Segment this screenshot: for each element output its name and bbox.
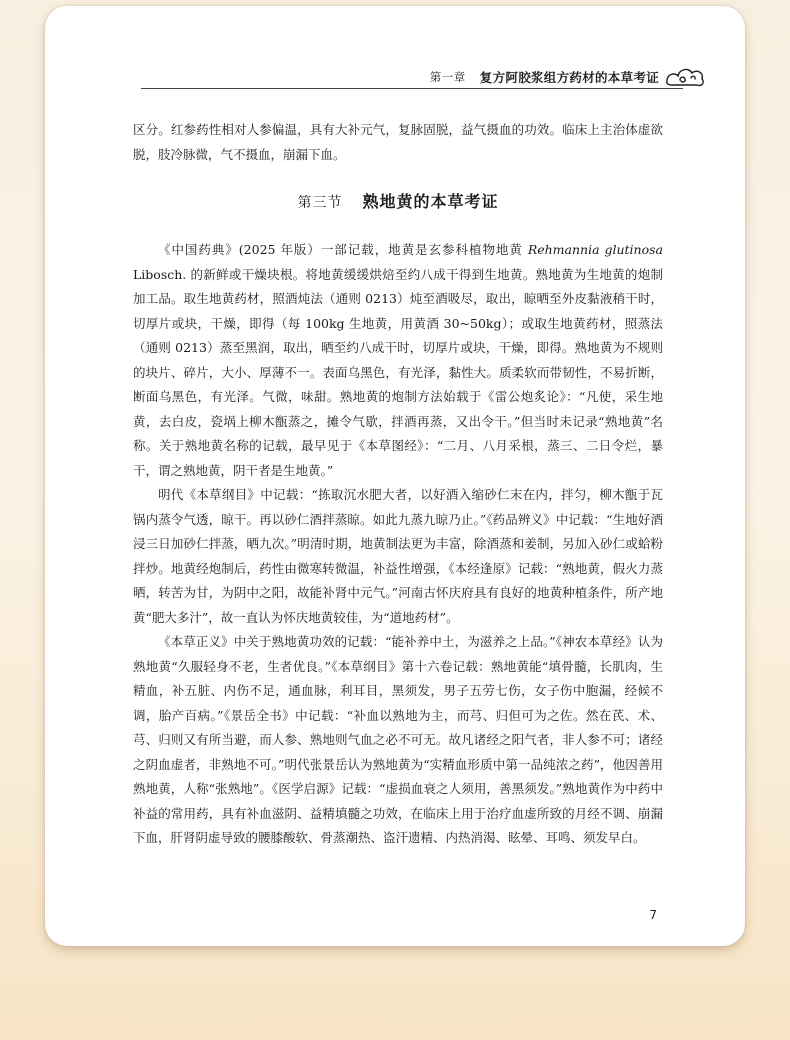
- paragraph-ming-dynasty: 明代《本草纲目》中记载：“拣取沉水肥大者，以好酒入缩砂仁末在内，拌匀，柳木甑于瓦锅内蒸令气透，晾干。再以砂仁酒拌蒸晾。如此九蒸九晾乃止。”《药品辨义》中记载：“生地好酒浸三日加砂仁拌蒸，晒九次。”明清时期，地黄制法更为丰富，除酒蒸和姜制，另加入砂仁或蛤粉拌炒。地黄经炮制后，药性由微寒转微温，补益性增强，《本经逢原》记载：“熟地黄，假火力蒸晒，转苦为甘，为阴中之阳，故能补肾中元气。”河南古怀庆府具有良好的地黄种植条件，所产地黄“肥大多汁”，故一直认为怀庆地黄较佳，为“道地药材”。: [133, 487, 663, 625]
- latin-species-name: Rehmannia glutinosa: [527, 242, 663, 257]
- book-title: 复方阿胶浆组方药材的本草考证: [479, 70, 659, 85]
- page-number: 7: [649, 908, 657, 922]
- running-head: [430, 64, 707, 90]
- cloud-swirl-icon: [663, 64, 707, 90]
- page-body: [133, 118, 663, 851]
- header-rule: [141, 88, 683, 89]
- paragraph-pharmacopoeia: [133, 238, 663, 483]
- paragraph-continued: 区分。红参药性相对人参偏温，具有大补元气，复脉固脱，益气摄血的功效。临床上主治体虚欲脱，肢冷脉微，气不摄血，崩漏下血。: [133, 122, 663, 162]
- paragraph-efficacy: 《本草正义》中关于熟地黄功效的记载：“能补养中土，为滋养之上品。”《神农本草经》认为熟地黄“久服轻身不老，生者优良。”《本草纲目》第十六卷记载：熟地黄能“填骨髓，长肌肉，生精血，补五脏、内伤不足，通血脉，利耳目，黑须发，男子五劳七伤，女子伤中胞漏，经候不调，胎产百病。”《景岳全书》中记载：“补血以熟地为主，而芎、归但可为之佐。然在芪、术、芎、归则又有所当避，而人参、熟地则气血之必不可无。故凡诸经之阳气者，非人参不可；诸经之阴血虚者，非熟地不可。”明代张景岳认为熟地黄为“实精血形质中第一品纯浓之药”，他因善用熟地黄，人称“张熟地”。《医学启源》记载：“虚损血衰之人须用，善黑须发。”熟地黄作为中药中补益的常用药，具有补血滋阴、益精填髓之功效，在临床上用于治疗血虚所致的月经不调、崩漏下血，肝肾阴虚导致的腰膝酸软、骨蒸潮热、盗汗遗精、内热消渴、眩晕、耳鸣、须发早白。: [133, 634, 663, 845]
- paragraph-text: 《中国药典》(2025 年版）一部记载，地黄是玄参科植物地黄: [158, 242, 528, 257]
- section-number: 第三节: [297, 195, 343, 211]
- book-page: [45, 6, 745, 946]
- section-title: 熟地黄的本草考证: [362, 192, 499, 211]
- paragraph-text: Libosch. 的新鲜或干燥块根。将地黄缓缓烘焙至约八成干得到生地黄。熟地黄为生地黄的炮制加工品。取生地黄药材，照酒炖法（通则 0213）炖至酒吸尽，取出，晾晒至外皮黏液稍干时，切厚片或块，干燥，即得（每 100kg 生地黄，用黄酒 30~50kg）；或取生地黄药材，照蒸法（通则 0213）蒸至黑润，取出，晒至约八成干时，切厚片或块，干燥，即得。熟地黄为不规则的块片、碎片，大小、厚薄不一。表面乌黑色，有光泽，黏性大。质柔软而带韧性，不易折断，断面乌黑色，有光泽。气微，味甜。熟地黄的炮制方法始载于《雷公炮炙论》：“凡使，采生地黄，去白皮，瓷埚上柳木甑蒸之，摊令气歇，拌酒再蒸，又出令干。”但当时未记录“熟地黄”名称。关于熟地黄名称的记载，最早见于《本草图经》：“二月、八月采根，蒸三、二日令烂，暴干，谓之熟地黄，阴干者是生地黄。”: [133, 266, 663, 478]
- chapter-label: 第一章: [429, 70, 466, 84]
- section-heading: [133, 188, 663, 216]
